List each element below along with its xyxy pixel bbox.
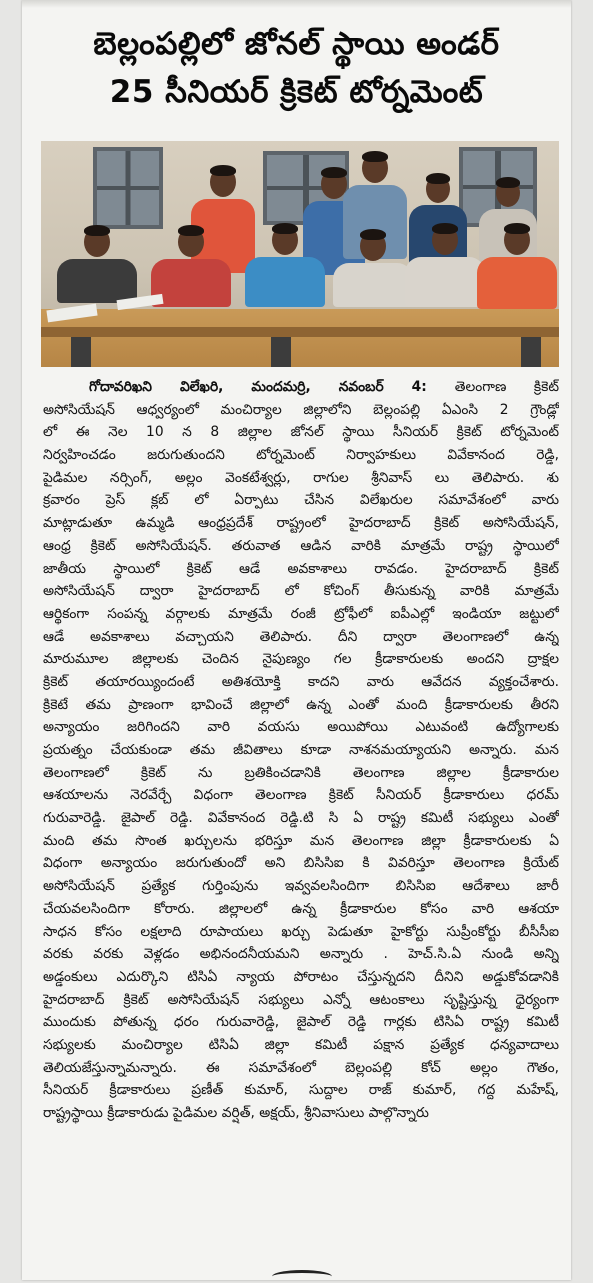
article-line bbox=[43, 716, 559, 739]
article-line bbox=[43, 648, 559, 671]
article-line-text: అసోసియేషన్ ఆధ్వర్యంలో మంచిర్యాల జిల్లాలోని బెల్లంపల్లి ఏఎంసి 2 గ్రౌండ్లో bbox=[43, 401, 559, 418]
headline bbox=[32, 20, 561, 116]
article-line bbox=[43, 1079, 559, 1102]
photo-person bbox=[245, 221, 325, 307]
article-line-text: నిర్వహించడం జరుగుతుందని టోర్నమెంట్ నిర్వాహకులు వివేకానంద రెడ్డి, bbox=[43, 447, 559, 464]
article-line bbox=[43, 535, 559, 558]
photo-person bbox=[151, 223, 231, 307]
group-photo bbox=[41, 141, 559, 367]
article-line bbox=[43, 1102, 559, 1125]
next-article-edge bbox=[272, 1270, 332, 1283]
person-shirt bbox=[57, 259, 137, 303]
article-line-text: మాట్లాడుతూ ఉమ్మడి ఆంధ్రప్రదేశ్ రాష్ట్రంలో హైదరాబాద్ క్రికెట్ అసోసియేషన్, bbox=[43, 515, 559, 532]
article-line-text: తెలంగాణ క్రికెట్ bbox=[454, 379, 559, 395]
photo-window bbox=[93, 147, 163, 229]
article-line bbox=[43, 558, 559, 581]
photo-table bbox=[41, 309, 559, 367]
article-line bbox=[43, 1011, 559, 1034]
article-dateline: గోదావరిఖని విలేఖరి, మందమర్రి, నవంబర్ 4: bbox=[89, 379, 455, 395]
person-hair bbox=[362, 151, 388, 162]
person-hair bbox=[496, 177, 520, 188]
article-line-text: సీనియర్ క్రీడాకారులు ప్రణీత్ కుమార్, సుద్దాల రాజ్ కుమార్, గద్ద మహేష్, bbox=[43, 1082, 559, 1099]
article-line-text: అసోసియేషన్ ప్రత్యేక గుర్తింపును ఇవ్వవలసిందిగా బిసిసిఐ ఆదేశాలు జారీ bbox=[43, 878, 559, 895]
person-hair bbox=[432, 223, 458, 234]
article-line bbox=[43, 807, 559, 830]
article-line bbox=[43, 739, 559, 762]
article-line bbox=[43, 1057, 559, 1080]
person-shirt bbox=[245, 257, 325, 307]
photo-table-leg bbox=[271, 337, 291, 367]
article-line-text: ప్రయత్నం చేయకుండా తమ జీవితాలు కూడా నాశనమయ్యాయని అన్నారు. మన bbox=[43, 742, 559, 758]
article-line-text: తెలియజేస్తున్నామన్నారు. ఈ సమావేశంలో బెల్లంపల్లి కోచ్ అల్లం గౌతం, bbox=[43, 1059, 559, 1076]
headline-line-1: బెల్లంపల్లిలో జోనల్ స్థాయి అండర్ bbox=[93, 26, 500, 62]
article-line-text: హైదరాబాద్ క్రికెట్ అసోసియేషన్ సభ్యులు ఎన్నో ఆటంకాలు సృష్టిస్తున్న ధైర్యంగా bbox=[43, 991, 559, 1008]
person-hair bbox=[426, 173, 450, 184]
article-line bbox=[43, 875, 559, 898]
article-line-text: క్రవారం ప్రెస్ క్లబ్ లో ఏర్పాటు చేసిన విలేఖరుల సమావేశంలో వారు bbox=[43, 492, 559, 509]
article-body bbox=[43, 376, 559, 1125]
article-line bbox=[43, 580, 559, 603]
person-hair bbox=[272, 223, 298, 234]
article-line-text: ఆంధ్ర క్రికెట్ అసోసియేషన్. తరువాత ఆడిన వారికి మాత్రమే రాష్ట్ర స్థాయిలో bbox=[43, 537, 559, 554]
article-line-text: ముందుకు పోతున్న ధరం గురువారెడ్డి, జైపాల్ రెడ్డి గార్లకు టిసిఏ రాష్ట్ర కమిటీ bbox=[43, 1014, 559, 1031]
article-line bbox=[43, 966, 559, 989]
article-line-text: జాతీయ స్థాయిలో క్రికెట్ ఆడే అవకాశాలు రావడం. హైదరాబాద్ క్రికెట్ bbox=[43, 560, 559, 577]
person-hair bbox=[84, 225, 110, 236]
article-line bbox=[43, 603, 559, 626]
article-line-text: మారుమూల జిల్లాలకు చెందిన నైపుణ్యం గల క్రీడాకారులకు అందని ద్రాక్షల bbox=[43, 651, 559, 668]
article-line-text: క్రికెట్ తయారయ్యిందంటే అతిశయోక్తి కాదని వారు ఆవేదన వ్యక్తంచేశారు. bbox=[43, 673, 559, 690]
photo-person bbox=[477, 221, 557, 309]
article-line bbox=[43, 467, 559, 490]
article-line-text: ఆడే అవకాశాలు వచ్చాయని తెలిపారు. దీని ద్వారా తెలంగాణలో ఉన్న bbox=[43, 628, 559, 645]
article-line-text: అసోసియేషన్ ద్వారా హైదరాబాద్ లో కోచింగ్ తీసుకున్న వారికి మాత్రమే bbox=[43, 583, 559, 600]
article-line bbox=[43, 512, 559, 535]
person-hair bbox=[178, 225, 204, 236]
photo-table-leg bbox=[521, 337, 541, 367]
article-line-text: సాధన కోసం లక్షలాది రూపాయలు ఖర్చు పెడుతూ హైకోర్టు సుప్రీంకోర్టు బీసీసీఐ bbox=[43, 923, 559, 940]
headline-line-2: 25 సీనియర్ క్రికెట్ టోర్నమెంట్ bbox=[109, 74, 484, 110]
article-line bbox=[43, 921, 559, 944]
article-line bbox=[43, 784, 559, 807]
article-line-text: చేయవలసిందిగా కోరారు. జిల్లాలలో ఉన్న క్రీడాకారుల కోసం వారి ఆశయా bbox=[43, 900, 559, 917]
article-line-text: అడ్డంకులు ఎదుర్కొని టిసిఏ న్యాయ పోరాటం చేస్తున్నదని దీనిని అడ్డుకోవడానికి bbox=[43, 968, 559, 985]
article-line-text: రాష్ట్రస్థాయి క్రీడాకారుడు పైడిమల వర్షిత్, అక్షయ్, శ్రీనివాసులు పాల్గొన్నారు bbox=[43, 1105, 429, 1121]
article-line bbox=[43, 830, 559, 853]
person-shirt bbox=[405, 257, 485, 307]
photo-table-leg bbox=[71, 337, 91, 367]
photo-person bbox=[405, 221, 485, 307]
article-line-text: ఆశయాలను నెరవేర్చే విధంగా తెలంగాణ క్రికెట్ సీనియర్ క్రీడాకారులు ధరమ్ bbox=[43, 787, 559, 804]
article-line bbox=[43, 943, 559, 966]
article-line-text: లో ఈ నెల 10 న 8 జిల్లాల జోనల్ స్థాయి సీనియర్ క్రికెట్ టోర్నమెంట్ bbox=[43, 424, 559, 441]
article-line bbox=[43, 694, 559, 717]
article-line bbox=[43, 989, 559, 1012]
article-line-text: తెలంగాణలో క్రికెట్ ను బ్రతికించడానికి తెలంగాణ జిల్లాల క్రీడాకారుల bbox=[43, 764, 559, 781]
article-line-text: మంది తమ సొంత ఖర్చులను భరిస్తూ మన తెలంగాణ జిల్లా క్రీడాకారులకు ఏ bbox=[43, 832, 559, 849]
photo-table-edge bbox=[41, 327, 559, 337]
article-line-text: అన్యాయం జరిగిందని వారి వయసు అయిపోయి ఎటువంటి ఉద్యోగాలకు bbox=[43, 719, 559, 736]
article-line-text: విధంగా అన్యాయం జరుగుతుందో అని బిసిసిఐ కి వివరిస్తూ తెలంగాణ క్రియేట్ bbox=[43, 855, 559, 872]
article-line bbox=[43, 1034, 559, 1057]
article-line bbox=[43, 898, 559, 921]
article-line bbox=[43, 626, 559, 649]
person-shirt bbox=[477, 257, 557, 309]
newspaper-clipping bbox=[22, 0, 571, 1280]
article-line bbox=[43, 376, 559, 399]
article-line-text: సభ్యులకు మంచిర్యాల టిసిఏ జిల్లా కమిటీ పక్షాన ప్రత్యేక ధన్యవాదాలు bbox=[43, 1036, 559, 1053]
article-line-text: ఆర్థికంగా సంపన్న వర్గాలకు మాత్రమే రంజీ ట్రోఫీలో ఐపీఎల్లో ఇండియా జట్టులో bbox=[43, 605, 559, 622]
person-hair bbox=[360, 229, 386, 240]
article-line bbox=[43, 762, 559, 785]
person-hair bbox=[210, 165, 236, 176]
article-line bbox=[43, 671, 559, 694]
person-shirt bbox=[333, 263, 413, 307]
article-line bbox=[43, 421, 559, 444]
photo-person bbox=[57, 223, 137, 303]
article-line-text: క్రికెటే తమ ప్రాణంగా భావించే జిల్లాలో ఉన్న ఎంతో మంది క్రీడాకారులకు తీరని bbox=[43, 696, 559, 713]
article-line-text: పైడిమల నర్సింగ్, అల్లం వెంకటేశ్వర్లు, రాగుల శ్రీనివాస్ లు తెలిపారు. శు bbox=[43, 469, 559, 486]
article-line-text: గురువారెడ్డి. జైపాల్ రెడ్డి. వివేకానంద రెడ్డి.టి సి ఏ రాష్ట్ర కమిటీ సభ్యులు ఎంతో bbox=[43, 810, 559, 827]
article-line bbox=[43, 444, 559, 467]
photo-person bbox=[333, 227, 413, 307]
article-line bbox=[43, 399, 559, 422]
article-line-text: వరకు వరకు వెళ్లడం అభినందనీయమని అన్నారు . హెచ్.సి.ఏ నుండి అన్ని bbox=[43, 946, 559, 963]
article-line bbox=[43, 489, 559, 512]
top-edge bbox=[22, 0, 571, 8]
article-line bbox=[43, 852, 559, 875]
person-hair bbox=[504, 223, 530, 234]
